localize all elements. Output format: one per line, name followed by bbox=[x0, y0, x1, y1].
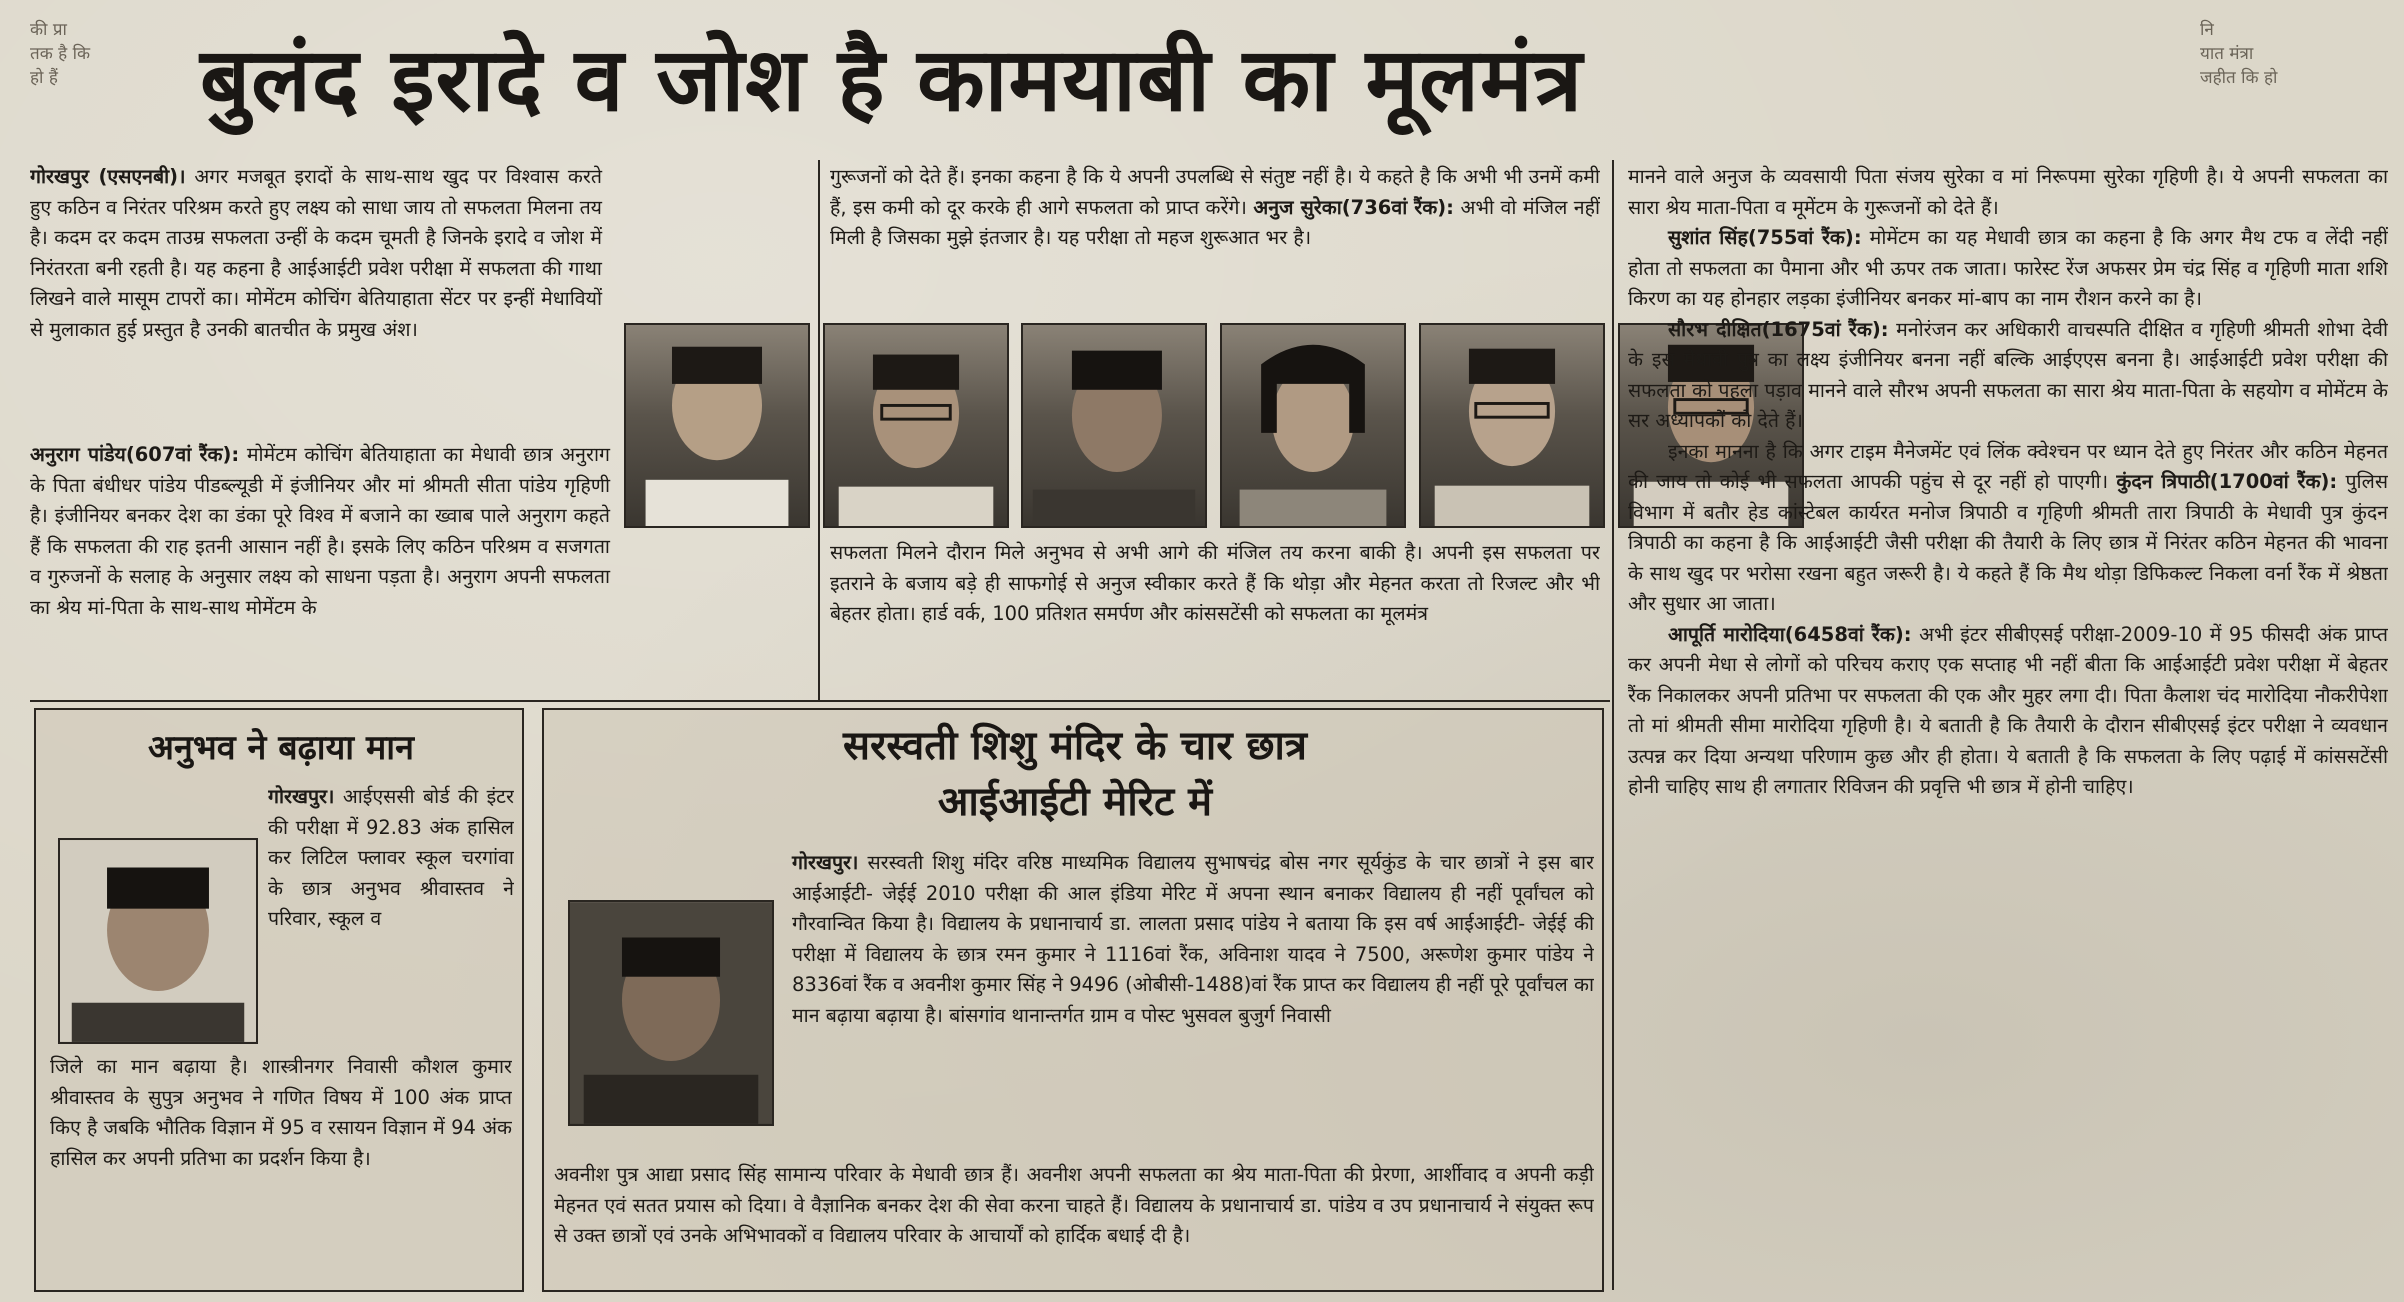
kundan-text: पुलिस विभाग में बतौर हेड कांस्टेबल कार्यरत मनोज त्रिपाठी व गृहिणी श्रीमती तारा त्रिपाठी के मेधावी पुत्र कुंदन त्रिपाठी का कहना है कि आईआईटी जैसी परीक्षा की तैयारी के लिए छात्र में निरंतर कठिन मेहनत की भावना के साथ खुद पर भरोसा रखना बहुत जरूरी है। ये कहते हैं कि मैथ थोड़ा डिफिकल्ट निकला वर्ना रैंक में श्रेष्ठता और सुधार आ जाता। bbox=[1628, 470, 2388, 615]
student-photo bbox=[1220, 323, 1406, 528]
anurag-text: मोमेंटम कोचिंग बेतियाहाता का मेधावी छात्र अनुराग के पिता बंधीधर पांडेय पीडब्ल्यूडी में इंजीनियर और मां श्रीमती सीता पांडेय गृहिणी है। इंजीनियर बनकर देश का डंका पूरे विश्व में बजाने का ख्वाब पाले अनुराग कहते हैं कि सफलता की राह इतनी आसान नहीं है। इसके लिए कठिन परिश्रम व सजगता व गुरुजनों के सलाह के अनुसार लक्ष्य को साधना पड़ता है। अनुराग अपनी सफलता का श्रेय मां-पिता के साथ-साथ मोमेंटम के bbox=[30, 443, 610, 619]
saraswati-text-main bbox=[554, 848, 1594, 1158]
saraswati-paragraph-b: अवनीश पुत्र आद्या प्रसाद सिंह सामान्य परिवार के मेधावी छात्र हैं। अवनीश अपनी सफलता का श्रेय माता-पिता की प्रेरणा, आर्शीवाद व अपनी कड़ी मेहनत एवं सतत प्रयास को दिया। वे वैज्ञानिक बनकर देश की सेवा करना चाहते हैं। विद्यालय के प्रधानाचार्य डा. पांडेय व उप प्रधानाचार्य ने संयुक्त रूप से उक्त छात्रों एवं उनके अभिभावकों व विद्यालय परिवार के आचार्यों को हार्दिक बधाई दी है। bbox=[554, 1163, 1594, 1247]
sushant-paragraph bbox=[1628, 223, 2388, 315]
bleed-line: तक है कि bbox=[30, 44, 91, 64]
anurag-name: अनुराग पांडेय(607वां रैंक): bbox=[30, 443, 240, 466]
anuj-intro: गुरूजनों को देते हैं। इनका कहना है कि ये अपनी उपलब्धि से संतुष्ट नहीं है। ये कहते है कि अभी भी उनमें कमी हैं, इस कमी को दूर करके ही आगे सफलता को प्राप्त करेंगे। bbox=[830, 165, 1600, 219]
anuj-paragraph bbox=[830, 162, 1600, 254]
section-rule bbox=[30, 700, 1610, 702]
saraswati-news-box bbox=[542, 708, 1604, 1292]
column-2-bottom bbox=[830, 538, 1600, 688]
sushant-name: सुशांत सिंह(755वां रैंक): bbox=[1668, 226, 1862, 249]
kundan-paragraph bbox=[1628, 437, 2388, 620]
portrait-icon bbox=[1421, 325, 1603, 526]
sushant-text: मोमेंटम का यह मेधावी छात्र का कहना है कि अगर मैथ टफ व लेंदी नहीं होता तो सफलता का पैमाना और भी ऊपर तक जाता। फारेस्ट रेंज अफसर प्रेम चंद्र सिंह व गृहिणी माता शशि किरण का यह होनहार लड़का इंजीनियर बनकर मां-बाप का नाम रौशन करने का है। bbox=[1628, 226, 2388, 310]
bleed-line: हो हैं bbox=[30, 68, 58, 88]
saraswati-box-title-line1: सरस्वती शिशु मंदिर के चार छात्र bbox=[843, 723, 1307, 769]
portrait-icon bbox=[1222, 325, 1404, 526]
saurabh-paragraph bbox=[1628, 315, 2388, 437]
student-photo bbox=[624, 323, 810, 528]
bleed-text-left bbox=[30, 18, 90, 90]
portrait-icon bbox=[1023, 325, 1205, 526]
student-photo bbox=[1021, 323, 1207, 528]
bleed-line: यात मंत्रा bbox=[2200, 44, 2254, 64]
apurti-name: आपूर्ति मारोदिया(6458वां रैंक): bbox=[1668, 622, 1912, 646]
anubhav-text-a: आईएससी बोर्ड की इंटर की परीक्षा में 92.83 अंक हासिल कर लिटिल फ्लावर स्कूल चरगांवा के छात्र अनुभव श्रीवास्तव ने परिवार, स्कूल व bbox=[268, 785, 514, 930]
student-photo bbox=[823, 323, 1009, 528]
anubhav-text-right bbox=[268, 782, 514, 1050]
column-3 bbox=[1628, 162, 2388, 1292]
bleed-line: जहीत कि हो bbox=[2200, 68, 2278, 88]
saraswati-box-title-line2: आईआईटी मेरिट में bbox=[937, 779, 1213, 825]
dateline: गोरखपुर (एसएनबी)। bbox=[30, 165, 186, 188]
anubhav-paragraph-b: जिले का मान बढ़ाया है। शास्त्रीनगर निवासी कौशल कुमार श्रीवास्तव के सुपुत्र अनुभव ने गणित विषय में 100 अंक प्राप्त किए है जबकि भौतिक विज्ञान में 95 व रसायन विज्ञान में 94 अंक हासिल कर अपनी प्रतिभा का प्रदर्शन किया है। bbox=[50, 1055, 512, 1170]
anubhav-paragraph-a bbox=[268, 782, 514, 935]
saraswati-text-bottom bbox=[554, 1160, 1594, 1288]
saraswati-dateline: गोरखपुर। bbox=[792, 851, 859, 874]
column-2-top bbox=[830, 162, 1600, 314]
apurti-text: अभी इंटर सीबीएसई परीक्षा-2009-10 में 95 फीसदी अंक प्राप्त कर अपनी मेधा से लोगों को परिचय कराए एक सप्ताह भी नहीं बीता कि आईआईटी प्रवेश परीक्षा में बेहतर रैंक निकालकर अपनी प्रतिभा पर सफलता की एक और मुहर लगा दी। पिता कैलाश चंद मारोदिया नौकरीपेशा तो मां श्रीमती सीमा मारोदिया गृहिणी है। ये बताती है कि तैयारी के दौरान सीबीएसई इंटर परीक्षा ने व्यवधान उत्पन्न कर दिया अन्यथा परिणाम कुछ और ही होता। ये बताती है कि सफलता के लिए पढ़ाई में कांससटेंसी होनी चाहिए साथ ही लगातार रिविजन की प्रवृत्ति भी छात्र में होनी चाहिए। bbox=[1628, 622, 2388, 798]
student-photo-strip bbox=[624, 323, 1804, 528]
anuj-paragraph-end: मानने वाले अनुज के व्यवसायी पिता संजय सुरेका व मां निरूपमा सुरेका गृहिणी है। ये अपनी सफलता का सारा श्रेय माता-पिता व मूमेंटम के गुरूजनों को देते हैं। bbox=[1628, 165, 2388, 219]
headline: बुलंद इरादे व जोश है कामयाबी का मूलमंत्र bbox=[200, 28, 1584, 131]
anubhav-dateline: गोरखपुर। bbox=[268, 785, 335, 808]
anubhav-photo bbox=[58, 838, 258, 1044]
bleed-line: नि bbox=[2200, 20, 2214, 40]
student-photo bbox=[1419, 323, 1605, 528]
portrait-icon bbox=[825, 325, 1007, 526]
bleed-text-right bbox=[2200, 18, 2277, 90]
anuj-name: अनुज सुरेका(736वां रैंक): bbox=[1253, 195, 1454, 219]
kundan-name: कुंदन त्रिपाठी(1700वां रैंक): bbox=[2116, 470, 2338, 493]
anurag-paragraph bbox=[30, 440, 610, 623]
anubhav-news-box bbox=[34, 708, 524, 1292]
intro-text: अगर मजबूत इरादों के साथ-साथ खुद पर विश्वास करते हुए कठिन व निरंतर परिश्रम करते हुए लक्ष्य को साधा जाय तो सफलता मिलना तय है। कदम दर कदम ताउम्र सफलता उन्हीं के कदम चूमती है जिनके इरादे व जोश में निरंतरता बनी रहती है। यह कहना है आईआईटी प्रवेश परीक्षा में सफलता की गाथा लिखने वाले मासूम टापरों का। मोमेंटम कोचिंग बेतियाहाता सेंटर पर इन्हीं मेधावियों से मुलाकात हुई प्रस्तुत है उनकी बातचीत के प्रमुख अंश। bbox=[30, 165, 602, 341]
portrait-icon bbox=[60, 840, 256, 1042]
saurabh-name: सौरभ दीक्षित(1675वां रैंक): bbox=[1668, 317, 1889, 341]
anubhav-text-bottom bbox=[50, 1052, 512, 1288]
saurabh-more: इनका मानना है कि अगर टाइम मैनेजमेंट एवं लिंक क्वेश्चन पर ध्यान देते हुए निरंतर और कठिन मेहनत की जाय तो कोई भी सफलता आपकी पहुंच से दूर नहीं हो पाएगी। bbox=[1628, 439, 2388, 493]
saraswati-text-a: सरस्वती शिशु मंदिर वरिष्ठ माध्यमिक विद्यालय सुभाषचंद्र बोस नगर सूर्यकुंड के चार छात्रों ने इस बार आईआईटी- जेईई 2010 परीक्षा की आल इंडिया मेरिट में अपना स्थान बनाकर विद्यालय ही नहीं पूर्वांचल को गौरवान्वित किया है। विद्यालय के प्रधानाचार्य डा. लालता प्रसाद पांडेय ने बताया कि इस वर्ष आईआईटी- जेईई की परीक्षा में विद्यालय के छात्र रमन कुमार ने 1116वां रैंक, अविनाश यादव ने 7500, अरूणेश कुमार पांडेय ने 8336वां रैंक व अवनीश कुमार सिंह ने 9496 (ओबीसी-1488)वां रैंक प्राप्त कर विद्यालय ही नहीं पूरे पूर्वांचल का मान बढ़ाया बढ़ाया है। बांसगांव थानान्तर्गत ग्राम व पोस्ट भुसवल बुजुर्ग निवासी bbox=[792, 851, 1594, 1027]
bleed-line: की प्रा bbox=[30, 20, 67, 40]
saraswati-paragraph-a bbox=[554, 848, 1594, 1031]
anuj-continuation: सफलता मिलने दौरान मिले अनुभव से अभी आगे की मंजिल तय करना बाकी है। अपनी इस सफलता पर इतराने के बजाय बड़े ही साफगोई से अनुज स्वीकार करते हैं कि थोड़ा और मेहनत करता तो रिजल्ट और भी बेहतर होता। हार्ड वर्क, 100 प्रतिशत समर्पण और कांससटेंसी को सफलता का मूलमंत्र bbox=[830, 541, 1600, 625]
anubhav-box-title: अनुभव ने बढ़ाया मान bbox=[148, 728, 414, 768]
saurabh-text: मनोरंजन कर अधिकारी वाचस्पति दीक्षित व गृहिणी श्रीमती शोभा देवी के इस मेधावी पुत्र का लक्ष्य इंजीनियर बनना नहीं बल्कि आईएएस बनना है। आईआईटी प्रवेश परीक्षा की सफलता को पहला पड़ाव मानने वाले सौरभ अपनी सफलता का सारा श्रेय माता-पिता के सहयोग व मोमेंटम के सर अध्यापकों को देते हैं। bbox=[1628, 317, 2388, 432]
apurti-paragraph bbox=[1628, 620, 2388, 803]
anuj-text: अभी वो मंजिल नहीं मिली है जिसका मुझे इंतजार है। यह परीक्षा तो महज शुरूआत भर है। bbox=[830, 195, 1600, 249]
portrait-icon bbox=[626, 325, 808, 526]
